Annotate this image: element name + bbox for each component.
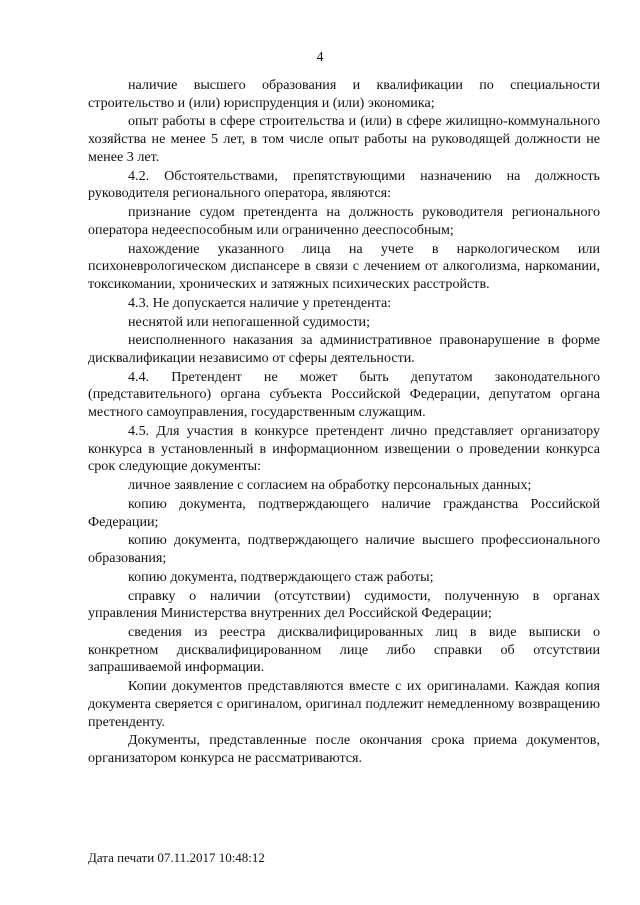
paragraph-late-documents: Документы, представленные после окончания срока приема документов, организатором конкурса не рассматриваются. [88,732,600,767]
document-body [88,77,600,769]
paragraph-doc-experience: копию документа, подтверждающего стаж работы; [128,568,434,585]
paragraph-incapacity: признание судом претендента на должность руководителя регионального оператора недееспособным или ограниченно дееспособным; [88,204,600,238]
paragraph-doc-application: личное заявление с согласием на обработку персональных данных; [128,477,532,494]
paragraph-conviction: неснятой или непогашенной судимости; [128,313,371,330]
paragraph-4-5: 4.5. Для участия в конкурсе претендент лично представляет организатору конкурса в установленный в информационном извещении о проведении конкурса срок следующие документы: [88,422,600,475]
paragraph-doc-registry: сведения из реестра дисквалифицированных лиц в виде выписки о конкретном дисквалифицированном лице либо справки об отсутствии запрашиваемой информации. [88,624,600,676]
paragraph-4-4: 4.4. Претендент не может быть депутатом законодательного (представительного) органа субъекта Российской Федерации, депутатом органа местного самоуправления, государственным служащим. [88,368,600,421]
print-date: Дата печати 07.11.2017 10:48:12 [88,850,265,865]
paragraph-disqualification: неисполненного наказания за административное правонарушение в форме дисквалификации независимо от сферы деятельности. [88,332,600,366]
paragraph-doc-education: копию документа, подтверждающего наличие высшего профессионального образования; [88,532,600,566]
paragraph-doc-citizenship: копию документа, подтверждающего наличие гражданства Российской Федерации; [88,495,600,530]
paragraph-doc-criminal-record: справку о наличии (отсутствии) судимости, полученную в органах управления Министерства внутренних дел Российской Федерации; [88,587,600,622]
paragraph-requirement-education: наличие высшего образования и квалификации по специальности строительство и (или) юриспруденция и (или) экономика; [88,77,600,111]
page-number: 4 [316,50,324,65]
paragraph-4-3: 4.3. Не допускается наличие у претендента: [128,294,392,311]
paragraph-requirement-experience: опыт работы в сфере строительства и (или) в сфере жилищно-коммунального хозяйства не менее 5 лет, в том числе опыт работы на руководящей должности не менее 3 лет. [88,113,600,165]
paragraph-4-2: 4.2. Обстоятельствами, препятствующими назначению на должность руководителя регионального оператора, являются: [88,167,600,202]
paragraph-copies: Копии документов представляются вместе с их оригиналами. Каждая копия документа сверяется с оригиналом, оригинал подлежит немедленному возвращению претенденту. [88,678,600,730]
paragraph-registration: нахождение указанного лица на учете в наркологическом или психоневрологическом диспансере в связи с лечением от алкоголизма, наркомании, токсикомании, хронических и затяжных психических расстройств. [88,240,600,292]
